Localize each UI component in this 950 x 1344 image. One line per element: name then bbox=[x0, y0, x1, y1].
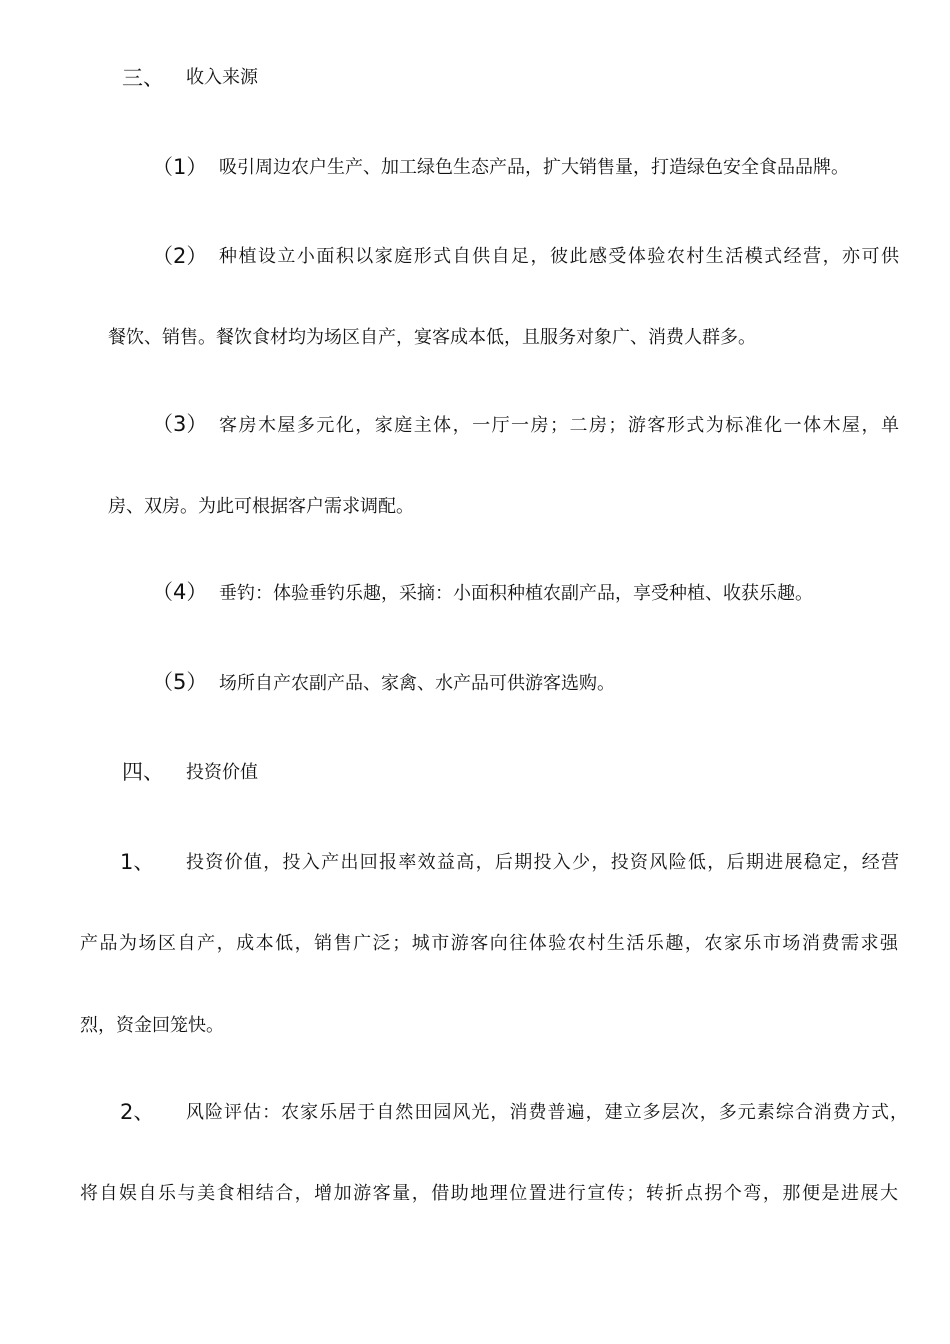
paragraph-line: 餐饮、销售。餐饮食材均为场区自产，宴客成本低，且服务对象广、消费人群多。 bbox=[108, 327, 756, 348]
item-label: （2） bbox=[152, 244, 208, 268]
item-label: （3） bbox=[152, 412, 208, 436]
paragraph-line: 产品为场区自产，成本低，销售广泛；城市游客向往体验农村生活乐趣，农家乐市场消费需求强 bbox=[80, 933, 898, 954]
item-label: （1） bbox=[152, 155, 208, 179]
paragraph-line: 种植设立小面积以家庭形式自供自足，彼此感受体验农村生活模式经营，亦可供 bbox=[219, 246, 899, 267]
paragraph-line: 烈，资金回笼快。 bbox=[80, 1015, 224, 1036]
item-label: 2、 bbox=[120, 1100, 155, 1124]
paragraph-line: 将自娱自乐与美食相结合，增加游客量，借助地理位置进行宣传；转折点拐个弯，那便是进展大 bbox=[80, 1183, 898, 1204]
paragraph-line: 风险评估：农家乐居于自然田园风光，消费普遍，建立多层次，多元素综合消费方式， bbox=[186, 1102, 908, 1123]
section-number: 三、 bbox=[122, 66, 164, 90]
section-number: 四、 bbox=[122, 760, 164, 784]
item-label: 1、 bbox=[120, 850, 155, 874]
section-title: 收入来源 bbox=[186, 67, 258, 88]
paragraph-line: 场所自产农副产品、家禽、水产品可供游客选购。 bbox=[219, 673, 615, 694]
paragraph-line: 吸引周边农户生产、加工绿色生态产品，扩大销售量，打造绿色安全食品品牌。 bbox=[219, 157, 849, 178]
paragraph-line: 投资价值，投入产出回报率效益高，后期投入少，投资风险低，后期进展稳定，经营 bbox=[186, 852, 899, 873]
paragraph-line: 房、双房。为此可根据客户需求调配。 bbox=[108, 496, 414, 517]
item-label: （5） bbox=[152, 670, 208, 694]
section-title: 投资价值 bbox=[186, 762, 258, 783]
paragraph-line: 垂钓：体验垂钓乐趣，采摘：小面积种植农副产品，享受种植、收获乐趣。 bbox=[219, 583, 813, 604]
item-label: （4） bbox=[152, 580, 208, 604]
paragraph-line: 客房木屋多元化，家庭主体，一厅一房；二房；游客形式为标准化一体木屋，单 bbox=[219, 415, 899, 436]
